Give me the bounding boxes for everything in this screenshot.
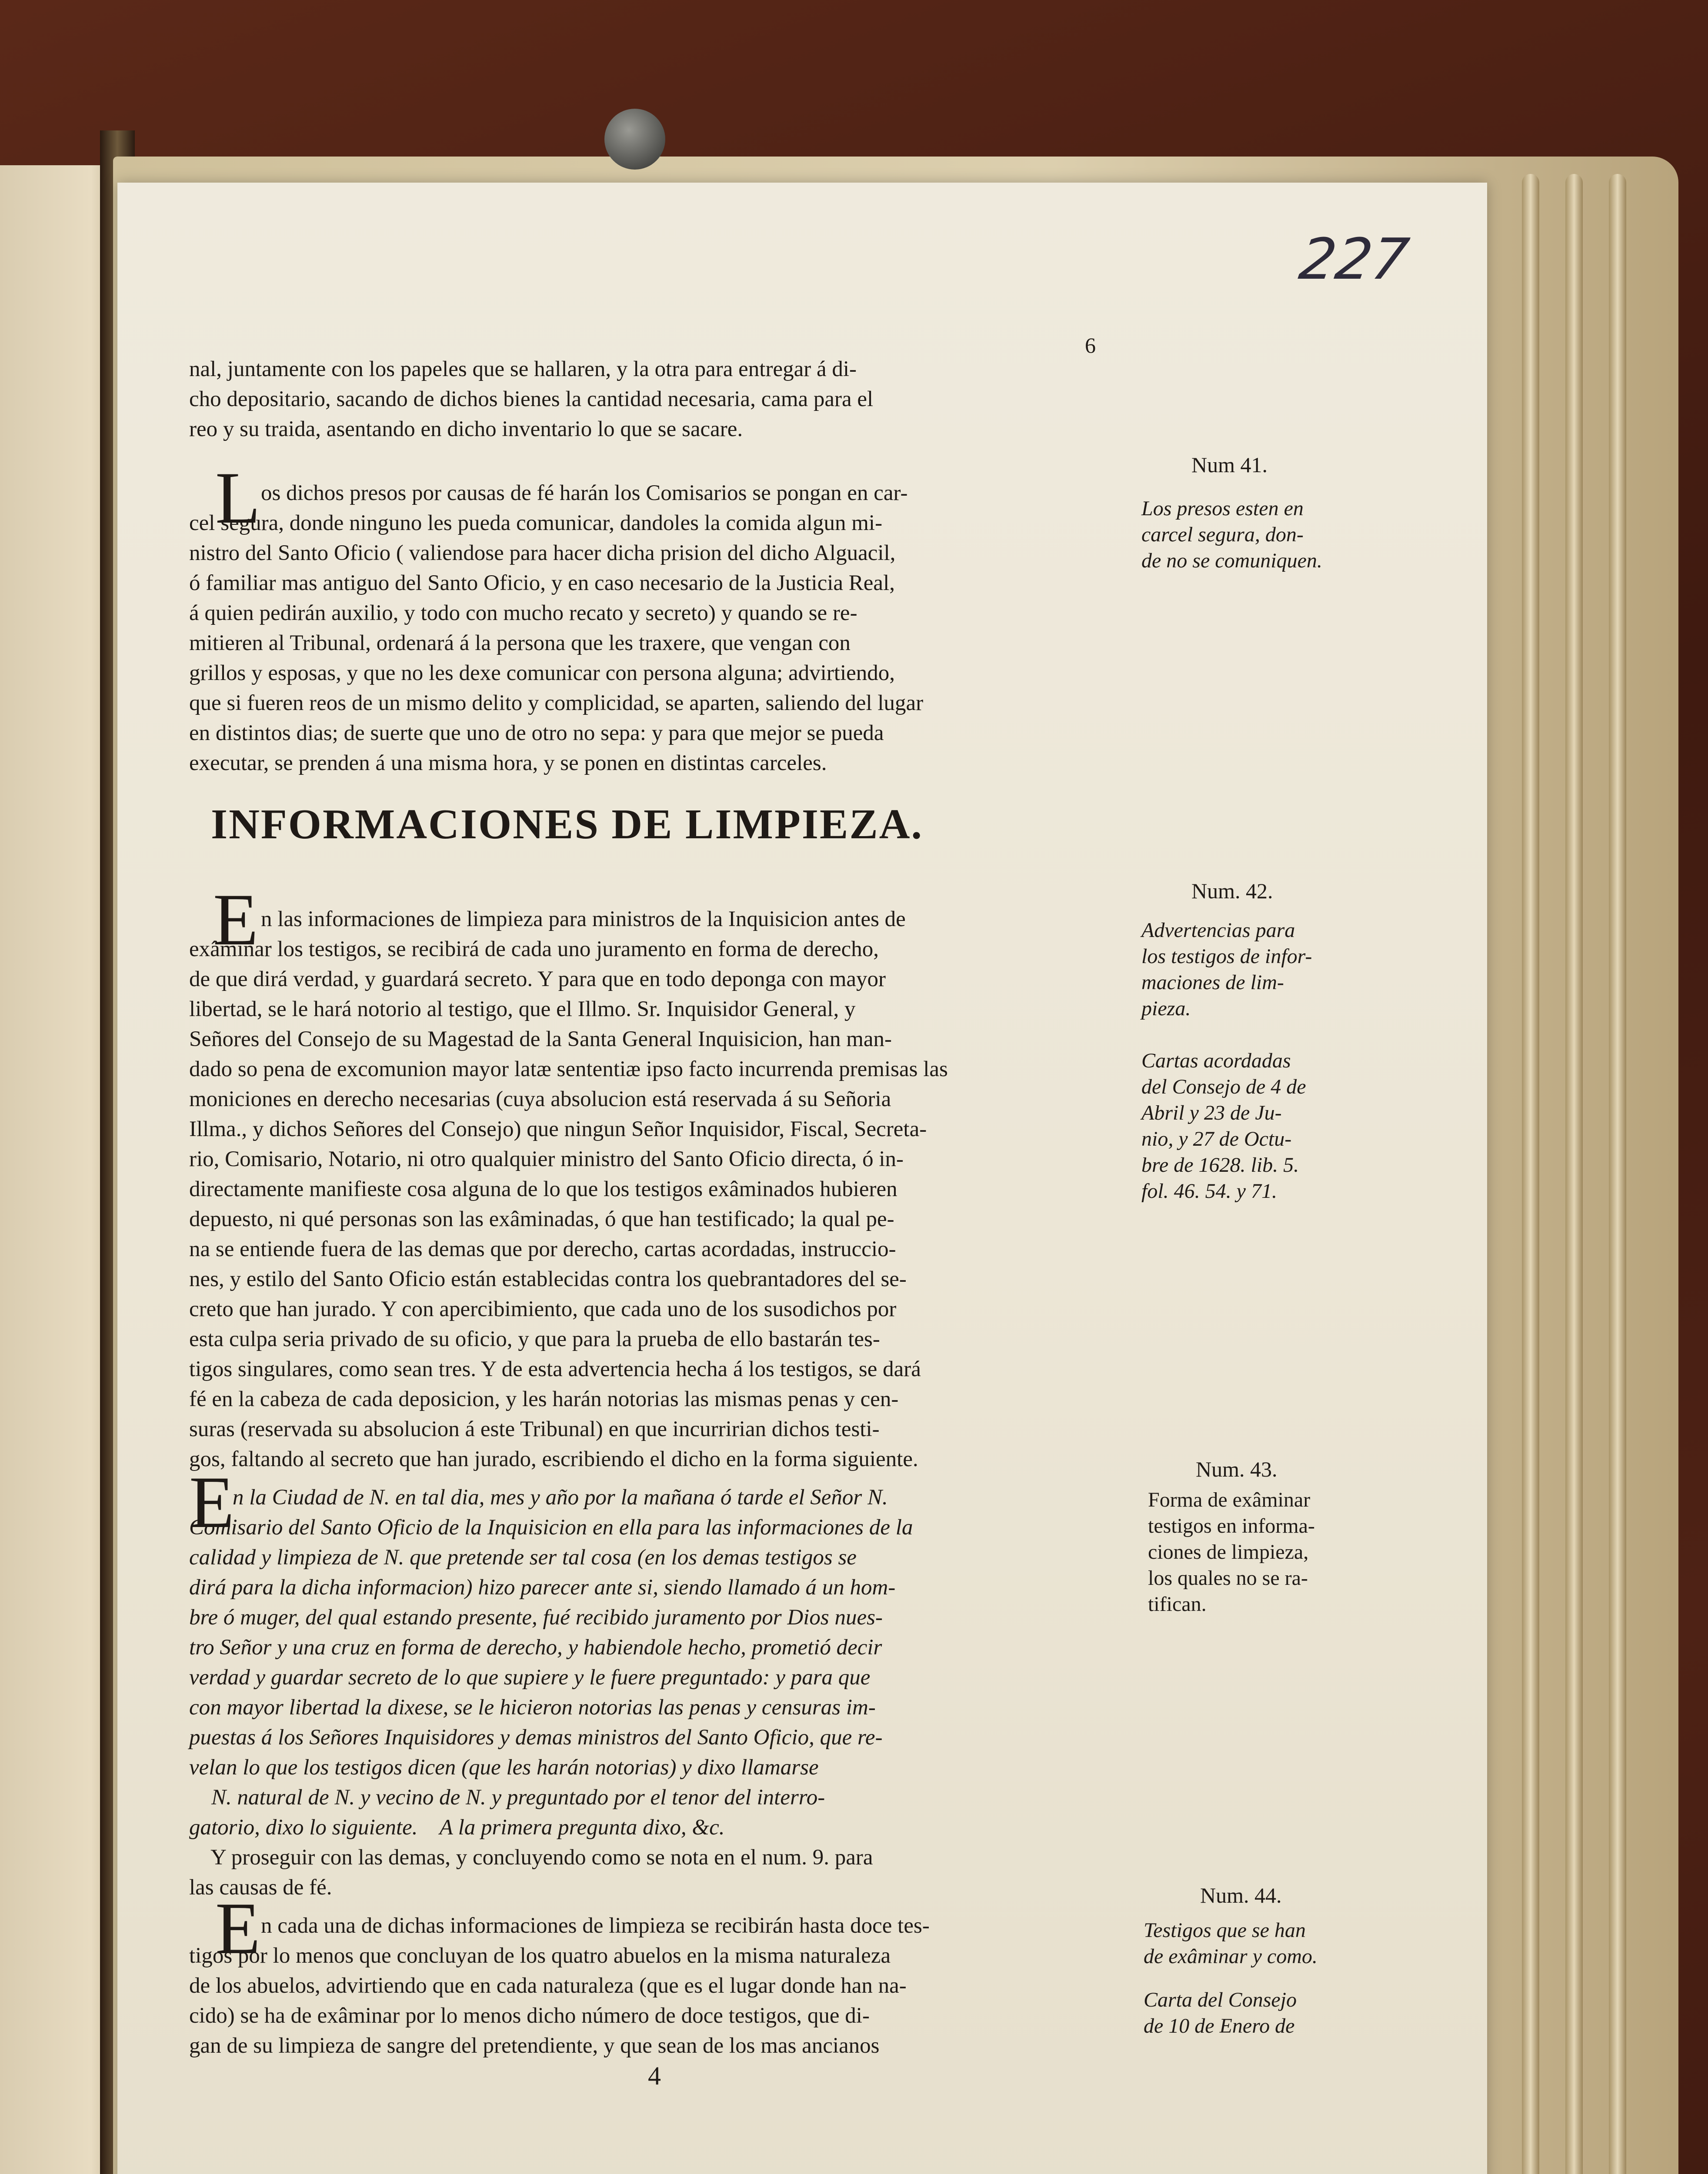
section-44-paragraph: tigos por lo menos que concluyan de los quatro abuelos en la misma naturaleza de los abuelos, advirtiendo que en cada naturaleza (que es el lugar donde han na- cido) se ha de exâminar por lo menos dicho número de doce testigos, que di- gan de su limpieza de sangre del pretendiente, y que sean de los mas ancianos — [189, 1944, 907, 2058]
section-44-first-line: n cada una de dichas informaciones de limpieza se recibirán hasta doce tes- — [261, 1914, 930, 1938]
clasp-top-icon — [604, 109, 665, 170]
stack-edge — [1609, 174, 1626, 2174]
section-number: Num. 44. — [1200, 1883, 1282, 1907]
page-number: 6 — [1085, 333, 1096, 357]
folio-handwritten: 227 — [1295, 226, 1413, 292]
section-number: Num. 43. — [1196, 1457, 1278, 1481]
printed-page — [117, 183, 1487, 2174]
section-42-first-line: n las informaciones de limpieza para ministros de la Inquisicion antes de — [261, 907, 906, 931]
section-41-paragraph: cel segura, donde ninguno les pueda comunicar, dandoles la comida algun mi- nistro del Santo Oficio ( valiendose para hacer dicha prision del dicho Alguacil, ó familiar mas antiguo del Santo Oficio, y en caso necesario de la Justicia Real, á quien pedirán auxilio, y todo con mucho recato y secreto) y quando se re- mitieren al Tribunal, ordenará á la persona que les traxere, que vengan con grillos y esposas, y que no les dexe comunicar con persona alguna; advirtiendo, que si fueren reos de un mismo delito y complicidad, se aparten, saliendo del lugar en distintos dias; de suerte que uno de otro no sepa: y para que mejor se pueda executar, se prenden á una misma hora, y se ponen en distintas carceles. — [189, 511, 924, 775]
stack-edge — [1522, 174, 1539, 2174]
section-43-margin-note: Forma de exâminar testigos en informa- ciones de limpieza, los quales no se ra- tifican. — [1148, 1488, 1315, 1616]
intro-paragraph: nal, juntamente con los papeles que se hallaren, y la otra para entregar á di- cho depositario, sacando de dichos bienes la cantidad necesaria, cama para el reo y su traida, asentando en dicho inventario lo que se sacare. — [189, 357, 874, 441]
signature-mark: 4 — [648, 2061, 661, 2090]
drop-cap: E — [189, 1461, 234, 1543]
section-44-margin-note: Testigos que se han de exâminar y como. Carta del Consejo de 10 de Enero de — [1144, 1919, 1318, 2037]
drop-cap: E — [215, 1887, 260, 1969]
section-41-first-line: os dichos presos por causas de fé harán los Comisarios se pongan en car- — [261, 481, 908, 505]
stack-edge — [1565, 174, 1583, 2174]
section-42-margin-note: Advertencias para los testigos de infor- maciones de lim- pieza. Cartas acordadas del Consejo de 4 de Abril y 23 de Ju- nio, y 27 de Octu- bre de 1628. lib. 5. fol. 46. 54. y 71. — [1141, 919, 1312, 1203]
section-43-first-line: n la Ciudad de N. en tal dia, mes y año por la mañana ó tarde el Señor N. — [233, 1485, 888, 1510]
section-number: Num. 42. — [1191, 879, 1273, 903]
drop-cap: L — [215, 457, 260, 539]
section-number: Num 41. — [1191, 453, 1268, 477]
section-41-margin-note: Los presos esten en carcel segura, don- de no se comuniquen. — [1141, 497, 1322, 572]
drop-cap: E — [213, 879, 258, 960]
section-42-paragraph: exâminar los testigos, se recibirá de cada uno juramento en forma de derecho, de que dirá verdad, y guardará secreto. Y para que en todo deponga con mayor libertad, se le hará notorio al testigo, que el Illmo. Sr. Inquisidor General, y Señores del Consejo de su Magestad de la Santa General Inquisicion, han man- dado so pena de excomunion mayor latæ sententiæ ipso facto incurrenda premisas las moniciones en derecho necesarias (cuya absolucion está reservada á su Señoria Illma., y dichos Señores del Consejo) que ningun Señor Inquisidor, Fiscal, Secreta- rio, Comisario, Notario, ni otro qualquier ministro del Santo Oficio directa, ó in- directamente manifieste cosa alguna de lo que los testigos exâminados hubieren depuesto, ni qué personas son las exâminadas, ó que han testificado; la qual pe- na se entiende fuera de las demas que por derecho, cartas acordadas, instruccio- nes, y estilo del Santo Oficio están establecidas contra los quebrantadores del se- creto que han jurado. Y con apercibimiento, que cada uno de los susodichos por esta culpa seria privado de su oficio, y que para la prueba de ello bastarán tes- tigos singulares, como sean tres. Y de esta advertencia hecha á los testigos, se dará fé en la cabeza de cada deposicion, y les harán notorias las mismas penas y cen- suras (reservada su absolucion á este Tribunal) en que incurririan dichos testi- gos, faltando al secreto que han jurado, escribiendo el dicho en la forma siguiente. — [189, 937, 948, 1471]
section-heading: INFORMACIONES DE LIMPIEZA. — [211, 801, 923, 848]
section-43-paragraph: Comisario del Santo Oficio de la Inquisicion en ella para las informaciones de la calidad y limpieza de N. que pretende ser tal cosa (en los demas testigos se dirá para la dicha informacion) hizo parecer ante si, siendo llamado á un hom- bre ó muger, del qual estando presente, fué recibido juramento por Dios nues- tro Señor y una cruz en forma de derecho, y habiendole hecho, prometió decir verdad y guardar secreto de lo que supiere y le fuere preguntado: y para que con mayor libertad la dixese, se le hicieron notorias las penas y censuras im- puestas á los Señores Inquisidores y demas ministros del Santo Oficio, que re- velan lo que los testigos dicen (que les harán notorias) y dixo llamarse N. natural de N. y vecino de N. y preguntado por el tenor del interro- gatorio, dixo lo siguiente. A la primera pregunta dixo, &c. Y proseguir con las demas, y concluyendo como se nota en el num. 9. para las causas de fé. — [189, 1515, 913, 1900]
